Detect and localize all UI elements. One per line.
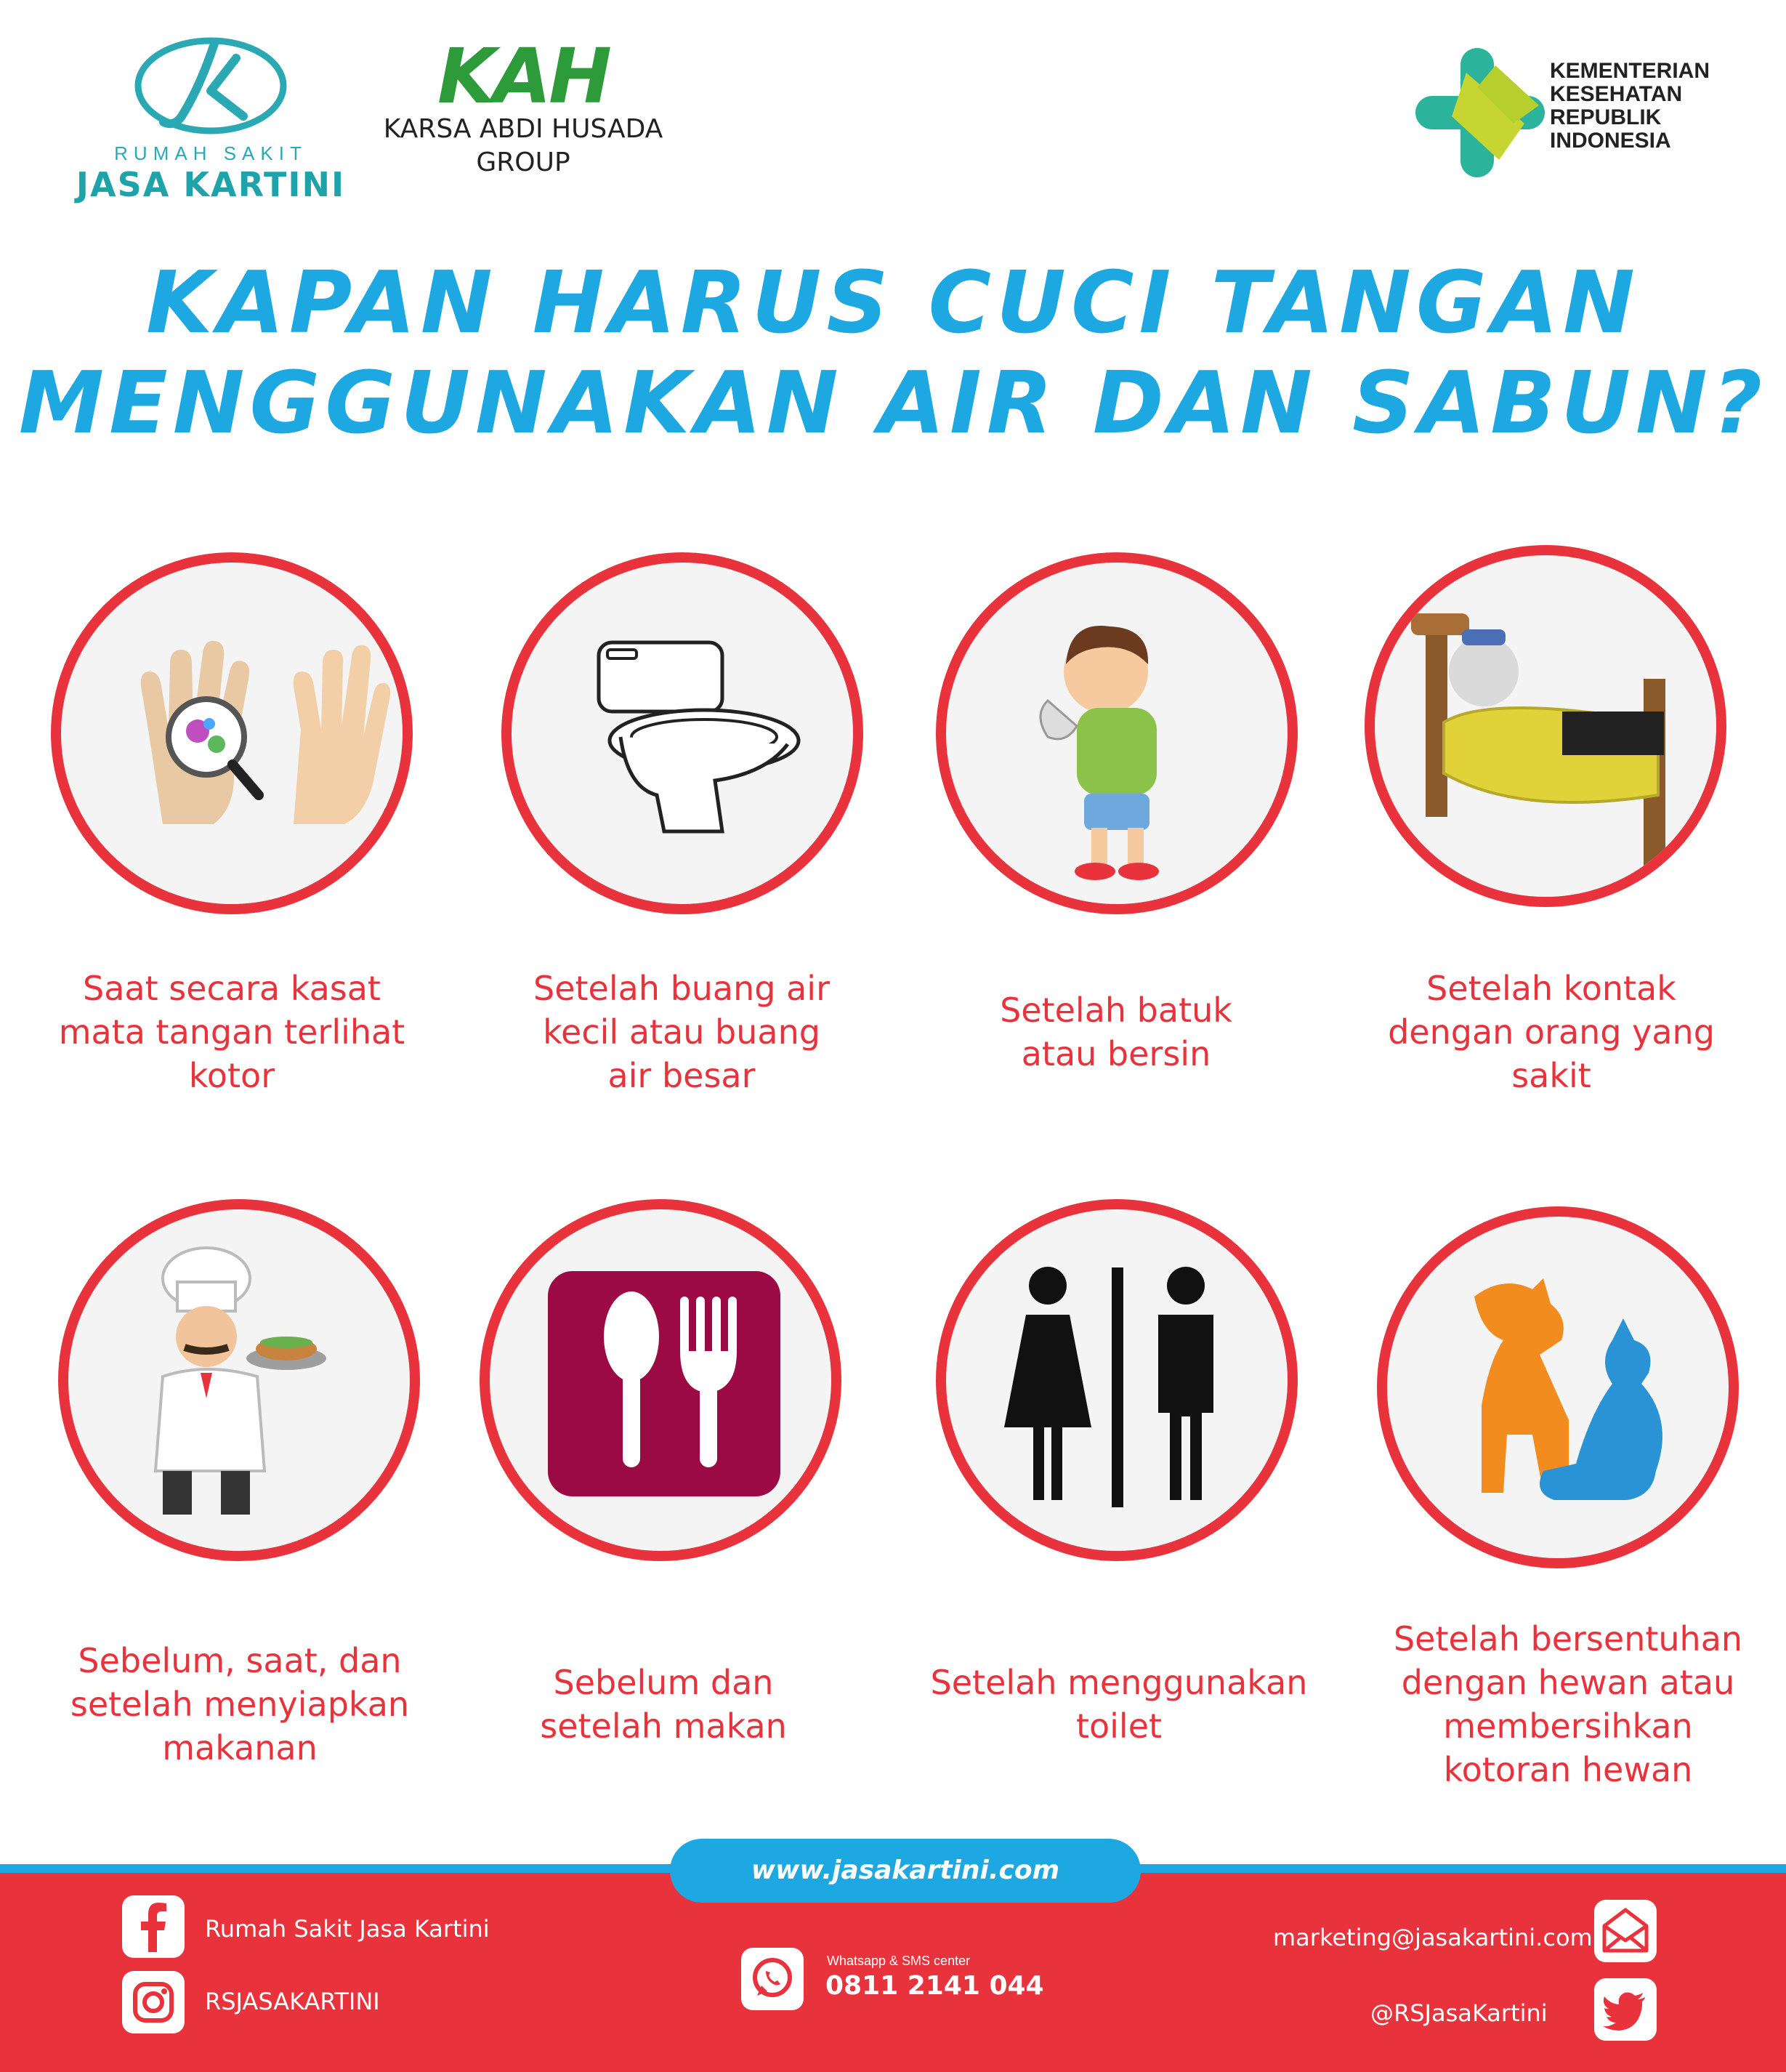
dirty-hands-icon [61,563,403,904]
chef-icon [68,1209,410,1551]
caption-line: air besar [607,1056,756,1095]
caption-line: membersihkan [1443,1706,1693,1746]
circle-sick-person [1365,545,1726,907]
dog-cat-icon [1387,1217,1729,1558]
spoon-fork-icon [490,1209,831,1551]
kemenkes-line-2: KESEHATAN [1550,82,1683,106]
rs-jasa-kartini-logo [65,29,356,204]
whatsapp-number[interactable]: 0811 2141 044 [825,1971,1044,2001]
caption-line: Setelah menggunakan [930,1663,1308,1702]
kemenkes-line-3: REPUBLIK [1550,105,1662,129]
caption-prepare-food [44,1639,436,1770]
kah-sub-line1: KARSA ABDI HUSADA [383,114,663,144]
circle-pets [1377,1206,1739,1568]
kah-logo-mark: KAH [437,32,610,121]
page-title-line-1: KAPAN HARUS CUCI TANGAN [146,252,1640,352]
caption-line: kotor [188,1056,275,1095]
toilet-icon [512,563,853,904]
caption-after-toilet [923,1661,1315,1748]
kah-group-logo [378,32,668,185]
instagram-icon[interactable] [122,1971,185,2033]
rs-logo-label: RUMAH SAKIT [114,142,307,164]
kemenkes-logo [1415,44,1735,182]
caption-before-after-eating [467,1661,860,1748]
facebook-name[interactable]: Rumah Sakit Jasa Kartini [205,1915,490,1943]
kemenkes-emblem [1415,44,1546,182]
caption-cough-sneeze [920,988,1312,1076]
caption-line: setelah menyiapkan [70,1685,410,1724]
caption-line: sakit [1511,1056,1591,1095]
caption-sick-contact [1355,967,1747,1097]
circle-restroom [936,1199,1298,1561]
caption-line: Saat secara kasat [83,969,381,1008]
circle-sneezing [936,552,1298,914]
caption-line: mata tangan terlihat [58,1012,405,1052]
kemenkes-line-1: KEMENTERIAN [1550,59,1710,83]
website-link[interactable]: www.jasakartini.com [670,1839,1141,1903]
sick-person-icon [1375,555,1716,897]
caption-toilet-use [485,967,878,1097]
caption-line: Setelah buang air [533,969,830,1008]
instagram-handle[interactable]: RSJASAKARTINI [205,1988,380,2015]
kemenkes-line-4: INDONESIA [1550,129,1671,153]
restroom-icon [946,1209,1288,1551]
sneezing-boy-icon [946,563,1288,904]
caption-line: kotoran hewan [1443,1750,1693,1789]
caption-line: Sebelum dan [553,1663,774,1702]
page-title-line-2: MENGGUNAKAN AIR DAN SABUN? [18,352,1768,453]
circle-toilet [501,552,863,914]
caption-pets [1372,1617,1764,1791]
whatsapp-label: Whatsapp & SMS center [827,1954,971,1968]
caption-line: toilet [1075,1706,1163,1746]
rs-jasa-kartini-emblem [65,29,356,138]
circle-dirty-hands [51,552,413,914]
caption-line: makanan [162,1728,318,1767]
caption-line: Sebelum, saat, dan [78,1641,402,1680]
twitter-icon[interactable] [1594,1978,1657,2041]
circle-chef [58,1199,420,1561]
caption-line: dengan orang yang [1388,1012,1715,1052]
rs-logo-name: JASA KARTINI [76,165,346,204]
email-address[interactable]: marketing@jasakartini.com [1273,1924,1593,1951]
twitter-handle[interactable]: @RSJasaKartini [1370,1999,1548,2027]
kah-sub-line2: GROUP [476,148,570,177]
caption-line: atau bersin [1021,1034,1211,1073]
caption-dirty-hands [36,967,428,1097]
facebook-icon[interactable] [122,1895,185,1958]
caption-line: dengan hewan atau [1401,1663,1735,1702]
caption-line: Setelah kontak [1426,969,1676,1008]
caption-line: Setelah bersentuhan [1393,1619,1743,1658]
mail-icon[interactable] [1594,1900,1657,1962]
caption-line: setelah makan [540,1706,787,1746]
caption-line: Setelah batuk [1000,991,1232,1030]
whatsapp-icon[interactable] [741,1948,804,2010]
caption-line: kecil atau buang [543,1012,820,1052]
circle-eating [480,1199,841,1561]
